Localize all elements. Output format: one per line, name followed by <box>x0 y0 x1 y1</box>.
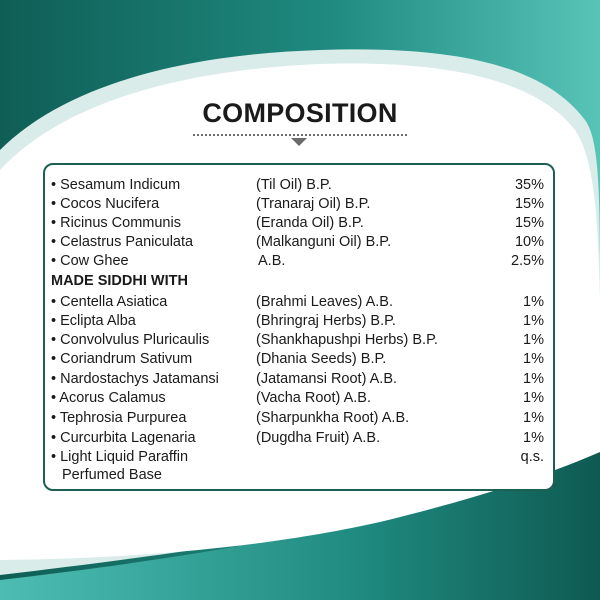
ingredient-row <box>0 196 600 215</box>
ingredient-amount: 15% <box>514 196 544 212</box>
ingredient-row <box>0 215 600 234</box>
ingredient-row <box>0 253 600 272</box>
ingredient-source: (Jatamansi Root) A.B. <box>256 371 398 387</box>
ingredient-row <box>0 371 600 390</box>
ingredient-source: (Shankhapushpi Herbs) B.P. <box>256 332 438 348</box>
ingredient-source: (Vacha Root) A.B. <box>256 390 371 406</box>
ingredient-row <box>0 390 600 409</box>
ingredient-source: (Dhania Seeds) B.P. <box>256 351 387 367</box>
ingredient-amount: 10% <box>514 234 544 250</box>
ingredient-name: • Convolvulus Pluricaulis <box>51 332 210 348</box>
ingredient-source: (Malkanguni Oil) B.P. <box>256 234 392 250</box>
composition-title: COMPOSITION <box>202 98 398 128</box>
ingredient-amount: 1% <box>523 390 544 406</box>
ingredient-amount: 1% <box>523 371 544 387</box>
ingredient-name: • Ricinus Communis <box>51 215 181 231</box>
ingredient-row <box>0 294 600 313</box>
ingredient-name: • Cow Ghee <box>51 253 129 269</box>
ingredient-name: • Sesamum Indicum <box>51 177 181 193</box>
section-heading: MADE SIDDHI WITH <box>51 273 188 289</box>
ingredient-name: • Centella Asiatica <box>51 294 168 310</box>
ingredient-row <box>0 351 600 370</box>
ingredient-source: (Eranda Oil) B.P. <box>256 215 364 231</box>
ingredient-name: • Curcurbita Lagenaria <box>51 430 196 446</box>
ingredient-name: • Acorus Calamus <box>51 390 166 406</box>
ingredient-amount: 15% <box>514 215 544 231</box>
ingredient-source: A.B. <box>258 253 286 269</box>
ingredient-name-continuation: Perfumed Base <box>62 467 162 483</box>
ingredient-row <box>0 410 600 429</box>
ingredient-amount: 1% <box>523 430 544 446</box>
ingredient-name: • Nardostachys Jatamansi <box>51 371 219 387</box>
ingredient-source: (Brahmi Leaves) A.B. <box>256 294 393 310</box>
title-dotted-underline <box>193 134 407 136</box>
ingredient-source: (Dugdha Fruit) A.B. <box>256 430 381 446</box>
ingredient-amount: 1% <box>523 410 544 426</box>
ingredient-source: (Bhringraj Herbs) B.P. <box>256 313 396 329</box>
ingredient-amount: q.s. <box>520 449 544 465</box>
ingredient-amount: 1% <box>523 313 544 329</box>
down-arrow-icon <box>291 138 307 146</box>
ingredient-name: • Tephrosia Purpurea <box>51 410 187 426</box>
ingredient-amount: 2.5% <box>510 253 544 269</box>
ingredient-name: • Celastrus Paniculata <box>51 234 194 250</box>
ingredient-name: • Coriandrum Sativum <box>51 351 193 367</box>
ingredient-row <box>0 430 600 449</box>
ingredient-amount: 1% <box>523 351 544 367</box>
ingredient-name: • Eclipta Alba <box>51 313 136 329</box>
ingredient-amount: 1% <box>523 332 544 348</box>
ingredient-source: (Tranaraj Oil) B.P. <box>256 196 371 212</box>
ingredient-name: • Cocos Nucifera <box>51 196 160 212</box>
ingredient-name: • Light Liquid Paraffin <box>51 449 189 465</box>
ingredient-row <box>0 234 600 253</box>
ingredient-amount: 1% <box>523 294 544 310</box>
ingredient-row <box>0 313 600 332</box>
ingredient-source: (Til Oil) B.P. <box>256 177 332 193</box>
ingredient-amount: 35% <box>514 177 544 193</box>
ingredient-source: (Sharpunkha Root) A.B. <box>256 410 410 426</box>
ingredient-row <box>0 177 600 196</box>
ingredient-row <box>0 449 600 468</box>
ingredient-row <box>0 332 600 351</box>
